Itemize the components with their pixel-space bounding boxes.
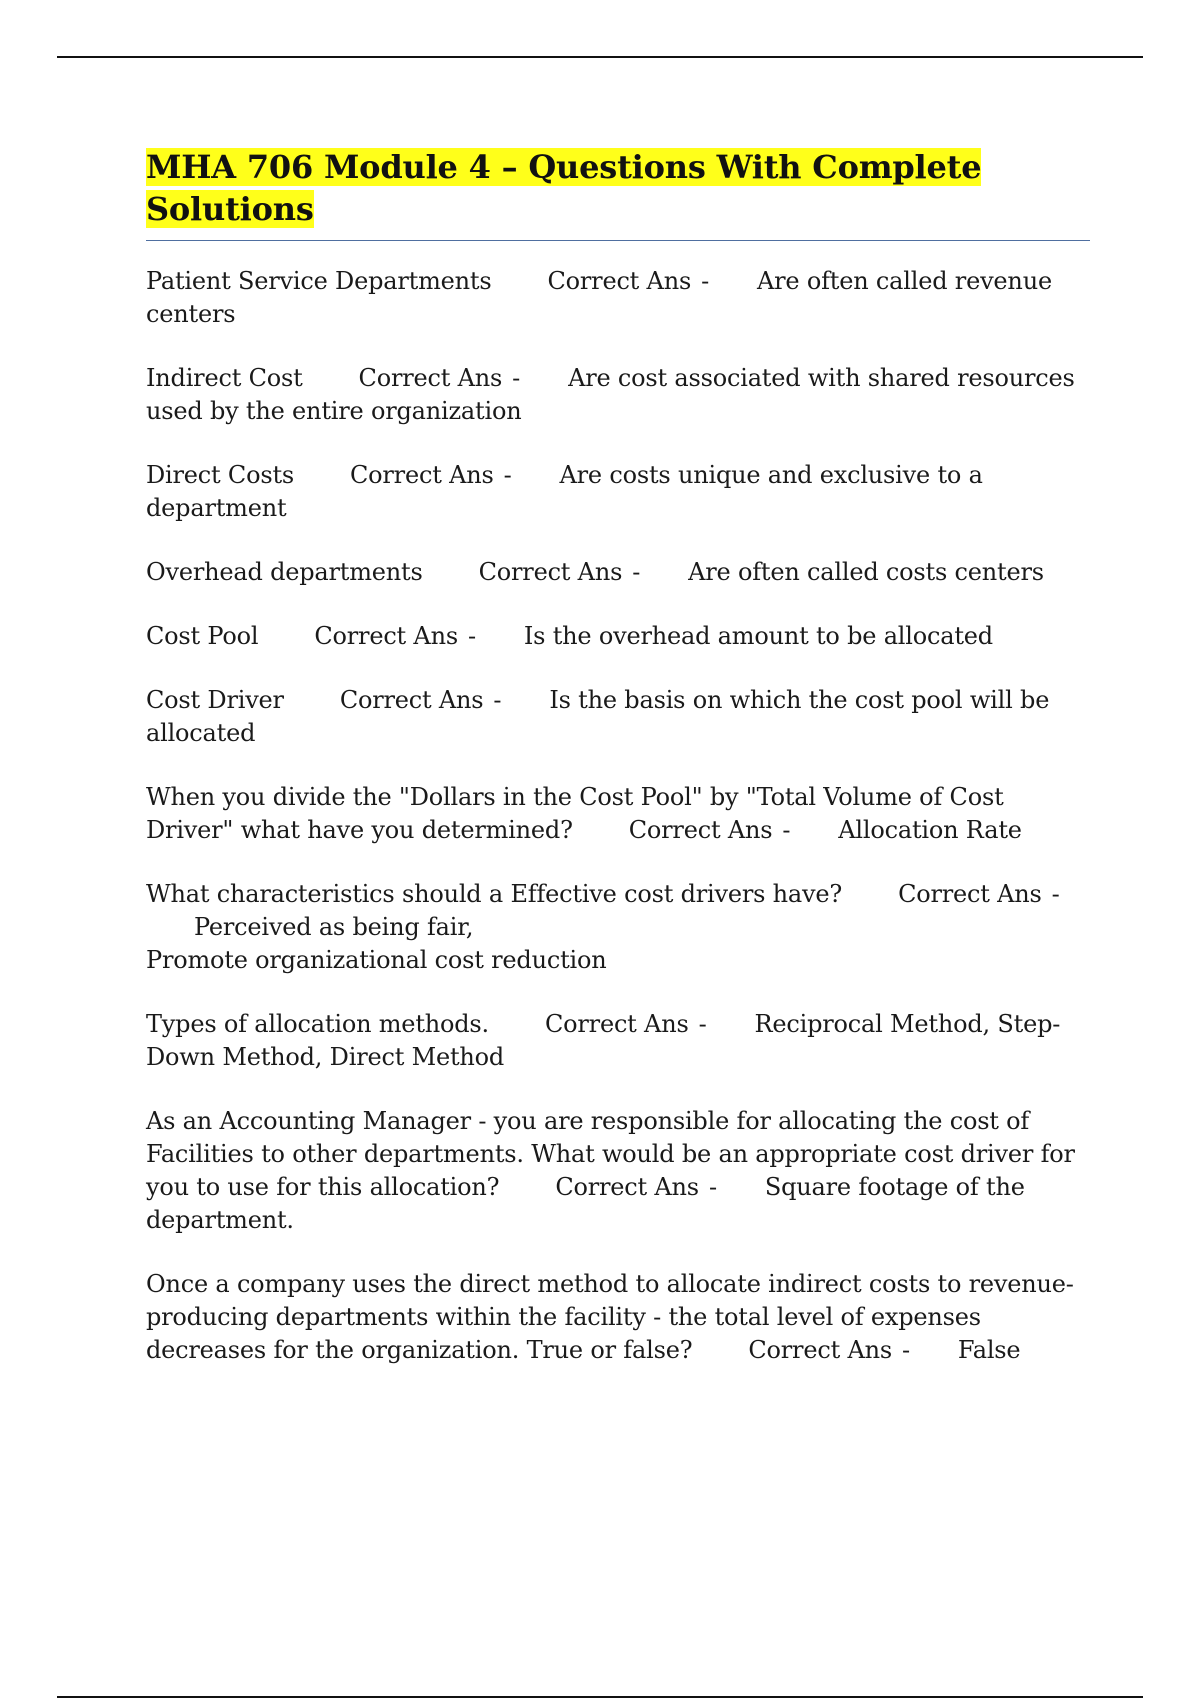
question-text: Cost Pool <box>146 622 259 650</box>
document-body <box>146 146 1090 1398</box>
answer-dash: - <box>503 461 512 489</box>
correct-ans-label: Correct Ans <box>478 558 623 586</box>
question-text: What characteristics should a Effective cost drivers have? <box>146 880 843 908</box>
qa-item <box>146 781 1090 847</box>
correct-ans-label: Correct Ans <box>544 1010 689 1038</box>
qa-item <box>146 265 1090 331</box>
question-text: Patient Service Departments <box>146 267 492 295</box>
correct-ans-label: Correct Ans <box>748 1336 892 1364</box>
qa-item <box>146 620 1090 653</box>
answer-text: Are often called revenue centers <box>146 267 1060 328</box>
question-text: As an Accounting Manager - you are responsible for allocating the cost of Facilities to other departments. What would be an appropriate cost driver for you to use for this allocation? <box>146 1107 1083 1201</box>
question-text: Cost Driver <box>146 686 284 714</box>
footer-rule <box>57 1696 1143 1698</box>
correct-ans-label: Correct Ans <box>358 364 503 392</box>
correct-ans-label: Correct Ans <box>555 1173 699 1201</box>
question-text: When you divide the "Dollars in the Cost Pool" by "Total Volume of Cost Driver" what have you determined? <box>146 783 1011 844</box>
answer-dash: - <box>708 1173 717 1201</box>
answer-dash: - <box>512 364 521 392</box>
question-text: Overhead departments <box>146 558 423 586</box>
qa-item <box>146 878 1090 977</box>
document-title-text: MHA 706 Module 4 – Questions With Complete Solutions <box>146 148 982 228</box>
question-text: Direct Costs <box>146 461 294 489</box>
qa-item <box>146 1008 1090 1074</box>
document-title <box>146 146 1090 230</box>
question-text: Indirect Cost <box>146 364 303 392</box>
answer-text: Is the basis on which the cost pool will be allocated <box>146 686 1057 747</box>
answer-dash: - <box>632 558 641 586</box>
answer-dash: - <box>1051 880 1060 908</box>
qa-item <box>146 556 1090 589</box>
answer-text: Are costs unique and exclusive to a department <box>146 461 991 522</box>
correct-ans-label: Correct Ans <box>350 461 494 489</box>
answer-text: Are often called costs centers <box>688 558 1044 586</box>
header-rule <box>57 56 1143 58</box>
answer-text: Square footage of the department. <box>146 1173 1033 1234</box>
answer-text: Perceived as being fair, Promote organizational cost reduction <box>146 913 607 974</box>
correct-ans-label: Correct Ans <box>898 880 1042 908</box>
question-text: Types of allocation methods. <box>146 1010 489 1038</box>
correct-ans-label: Correct Ans <box>628 816 773 844</box>
answer-text: Are cost associated with shared resources used by the entire organization <box>146 364 1083 425</box>
answer-dash: - <box>701 267 709 295</box>
question-text: Once a company uses the direct method to allocate indirect costs to revenue-producing departments within the facility - the total level of expenses decreases for the organization. True or false? <box>146 1270 1074 1364</box>
answer-text: Allocation Rate <box>838 816 1022 844</box>
qa-list <box>146 265 1090 1367</box>
answer-text: Is the overhead amount to be allocated <box>523 622 993 650</box>
title-block <box>146 146 1090 241</box>
correct-ans-label: Correct Ans <box>339 686 484 714</box>
answer-dash: - <box>698 1010 707 1038</box>
answer-text: False <box>957 1336 1021 1364</box>
qa-item <box>146 1105 1090 1237</box>
answer-dash: - <box>467 622 476 650</box>
answer-dash: - <box>493 686 502 714</box>
correct-ans-label: Correct Ans <box>314 622 458 650</box>
qa-item <box>146 459 1090 525</box>
qa-item <box>146 1268 1090 1367</box>
correct-ans-label: Correct Ans <box>547 267 692 295</box>
qa-item <box>146 362 1090 428</box>
answer-dash: - <box>782 816 791 844</box>
answer-dash: - <box>901 1336 910 1364</box>
qa-item <box>146 684 1090 750</box>
answer-text: Reciprocal Method, Step-Down Method, Direct Method <box>146 1010 1061 1071</box>
